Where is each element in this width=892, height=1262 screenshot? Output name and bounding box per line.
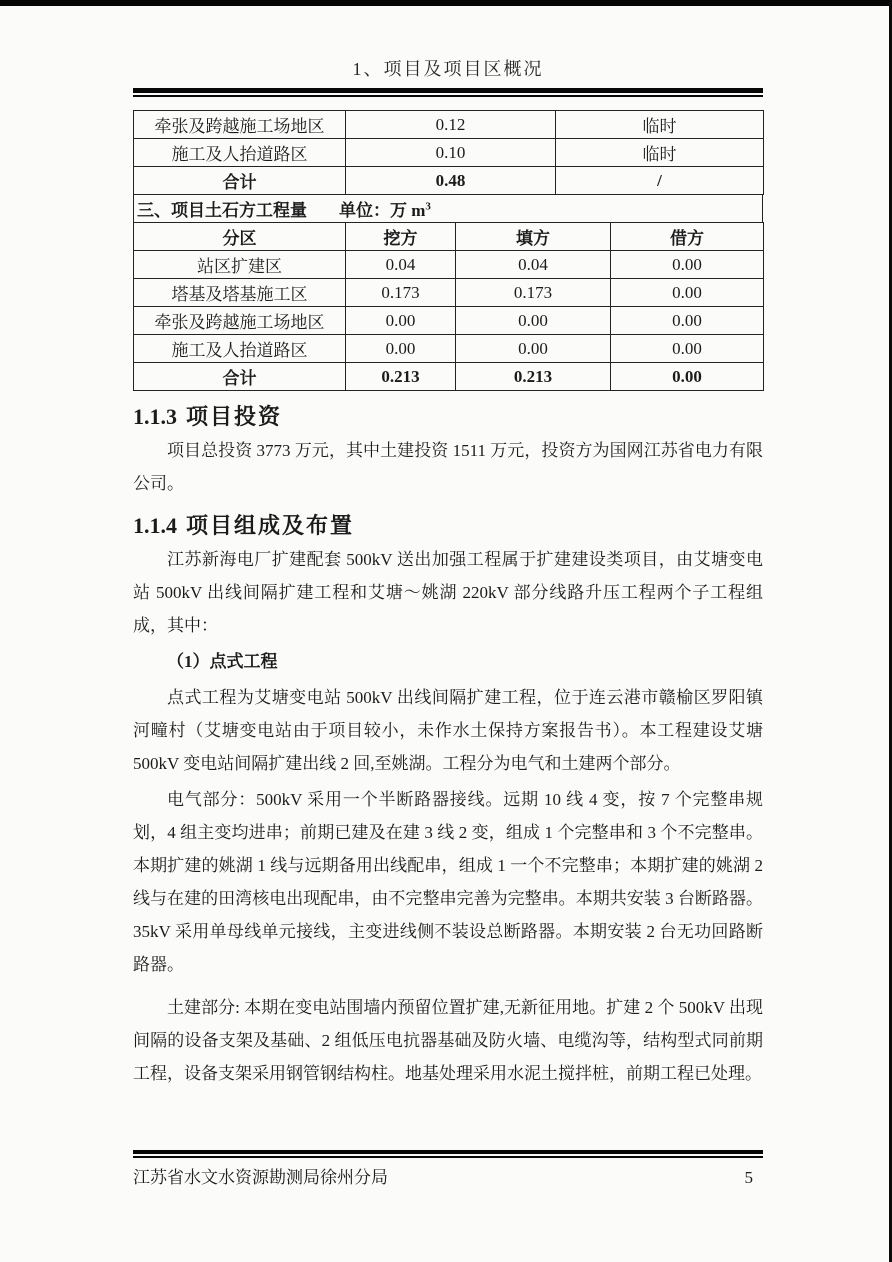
heading-text: 项目组成及布置 [186, 513, 355, 538]
page-footer [133, 1150, 763, 1188]
electrical-part-paragraph: 电气部分：500kV 采用一个半断路器接线。远期 10 线 4 变，按 7 个完整串规划，4 组主变均进串；前期已建及在建 3 线 2 变，组成 1 个完整串和 3 个不完整串。本期扩建的姚湖 1 线与远期备用出线配串，组成 1 一个不完整串；本期扩建的姚湖 2 线与在建的田湾核电出现配串，由不完整串完善为完整串。本期共安装 3 台断路器。35kV 采用单母线单元接线，主变进线侧不装设总断路器。本期安装 2 台无功回路断路器。 [133, 790, 763, 974]
point-project-subheading: （1）点式工程 [167, 652, 278, 671]
column-header: 借方 [611, 223, 764, 251]
table-total-row [134, 167, 764, 195]
heading-text: 项目投资 [186, 404, 283, 429]
table-cell: / [556, 167, 764, 195]
land-use-table [133, 110, 764, 195]
table-row [134, 335, 764, 363]
footer-double-rule [133, 1150, 763, 1158]
table-cell: 0.00 [611, 251, 764, 279]
section-1-1-4-heading [133, 512, 763, 539]
table-cell: 0.00 [611, 279, 764, 307]
earthwork-unit-label [339, 196, 431, 221]
point-project-paragraph: 点式工程为艾塘变电站 500kV 出线间隔扩建工程，位于连云港市赣榆区罗阳镇河疃村（艾塘变电站由于项目较小，未作水土保持方案报告书）。本工程建设艾塘 500kV 变电站间隔扩建出线 2 回,至姚湖。工程分为电气和土建两个部分。 [133, 688, 763, 773]
table-cell: 0.173 [346, 279, 456, 307]
project-composition-paragraph: 江苏新海电厂扩建配套 500kV 送出加强工程属于扩建建设类项目，由艾塘变电站 500kV 出线间隔扩建工程和艾塘～姚湖 220kV 部分线路升压工程两个子工程组成，其中： [133, 550, 763, 635]
column-header: 填方 [456, 223, 611, 251]
unit-text: 单位：万 m [339, 201, 426, 220]
table-cell: 0.173 [456, 279, 611, 307]
table-cell: 0.10 [346, 139, 556, 167]
table-total-row [134, 363, 764, 391]
civil-part-paragraph: 土建部分: 本期在变电站围墙内预留位置扩建,无新征用地。扩建 2 个 500kV 出现间隔的设备支架及基础、2 组低压电抗器基础及防火墙、电缆沟等，结构型式同前期工程，设备支架采用钢管钢结构柱。地基处理采用水泥土搅拌桩，前期工程已处理。 [133, 998, 763, 1083]
table-row [134, 279, 764, 307]
table-cell: 0.00 [456, 335, 611, 363]
table-row [134, 251, 764, 279]
table-cell: 0.00 [346, 335, 456, 363]
earthwork-section-row [133, 195, 763, 223]
table-cell: 临时 [556, 111, 764, 139]
table-cell: 0.00 [346, 307, 456, 335]
table-cell: 施工及人抬道路区 [134, 335, 346, 363]
table-header-row [134, 223, 764, 251]
table-cell: 牵张及跨越施工场地区 [134, 307, 346, 335]
page-content [133, 0, 763, 1093]
earthwork-table [133, 222, 764, 391]
table-cell: 0.04 [346, 251, 456, 279]
investment-paragraph: 项目总投资 3773 万元，其中土建投资 1511 万元，投资方为国网江苏省电力有限公司。 [133, 441, 763, 493]
table-cell: 0.00 [611, 307, 764, 335]
table-cell: 0.213 [456, 363, 611, 391]
table-cell: 0.00 [456, 307, 611, 335]
table-cell: 0.00 [611, 363, 764, 391]
table-cell: 站区扩建区 [134, 251, 346, 279]
column-header: 挖方 [346, 223, 456, 251]
table-cell: 施工及人抬道路区 [134, 139, 346, 167]
table-cell: 合计 [134, 167, 346, 195]
footer-row [133, 1163, 763, 1188]
table-cell: 0.213 [346, 363, 456, 391]
page-number: 5 [744, 1168, 753, 1187]
table-cell: 临时 [556, 139, 764, 167]
earthwork-section-label: 三、项目土石方工程量 [137, 201, 307, 220]
section-1-1-3-heading [133, 403, 763, 430]
chapter-header-title: 1、项目及项目区概况 [352, 59, 544, 79]
footer-org-name: 江苏省水文水资源勘测局徐州分局 [133, 1168, 388, 1187]
table-row [134, 111, 764, 139]
table-cell: 0.00 [611, 335, 764, 363]
table-row [134, 307, 764, 335]
unit-exponent: 3 [425, 200, 431, 213]
heading-number: 1.1.4 [133, 513, 177, 538]
column-header: 分区 [134, 223, 346, 251]
table-cell: 牵张及跨越施工场地区 [134, 111, 346, 139]
heading-number: 1.1.3 [133, 404, 177, 429]
table-row [134, 139, 764, 167]
table-cell: 塔基及塔基施工区 [134, 279, 346, 307]
table-cell: 0.48 [346, 167, 556, 195]
table-cell: 0.04 [456, 251, 611, 279]
table-cell: 0.12 [346, 111, 556, 139]
table-cell: 合计 [134, 363, 346, 391]
header-double-rule [133, 88, 763, 97]
